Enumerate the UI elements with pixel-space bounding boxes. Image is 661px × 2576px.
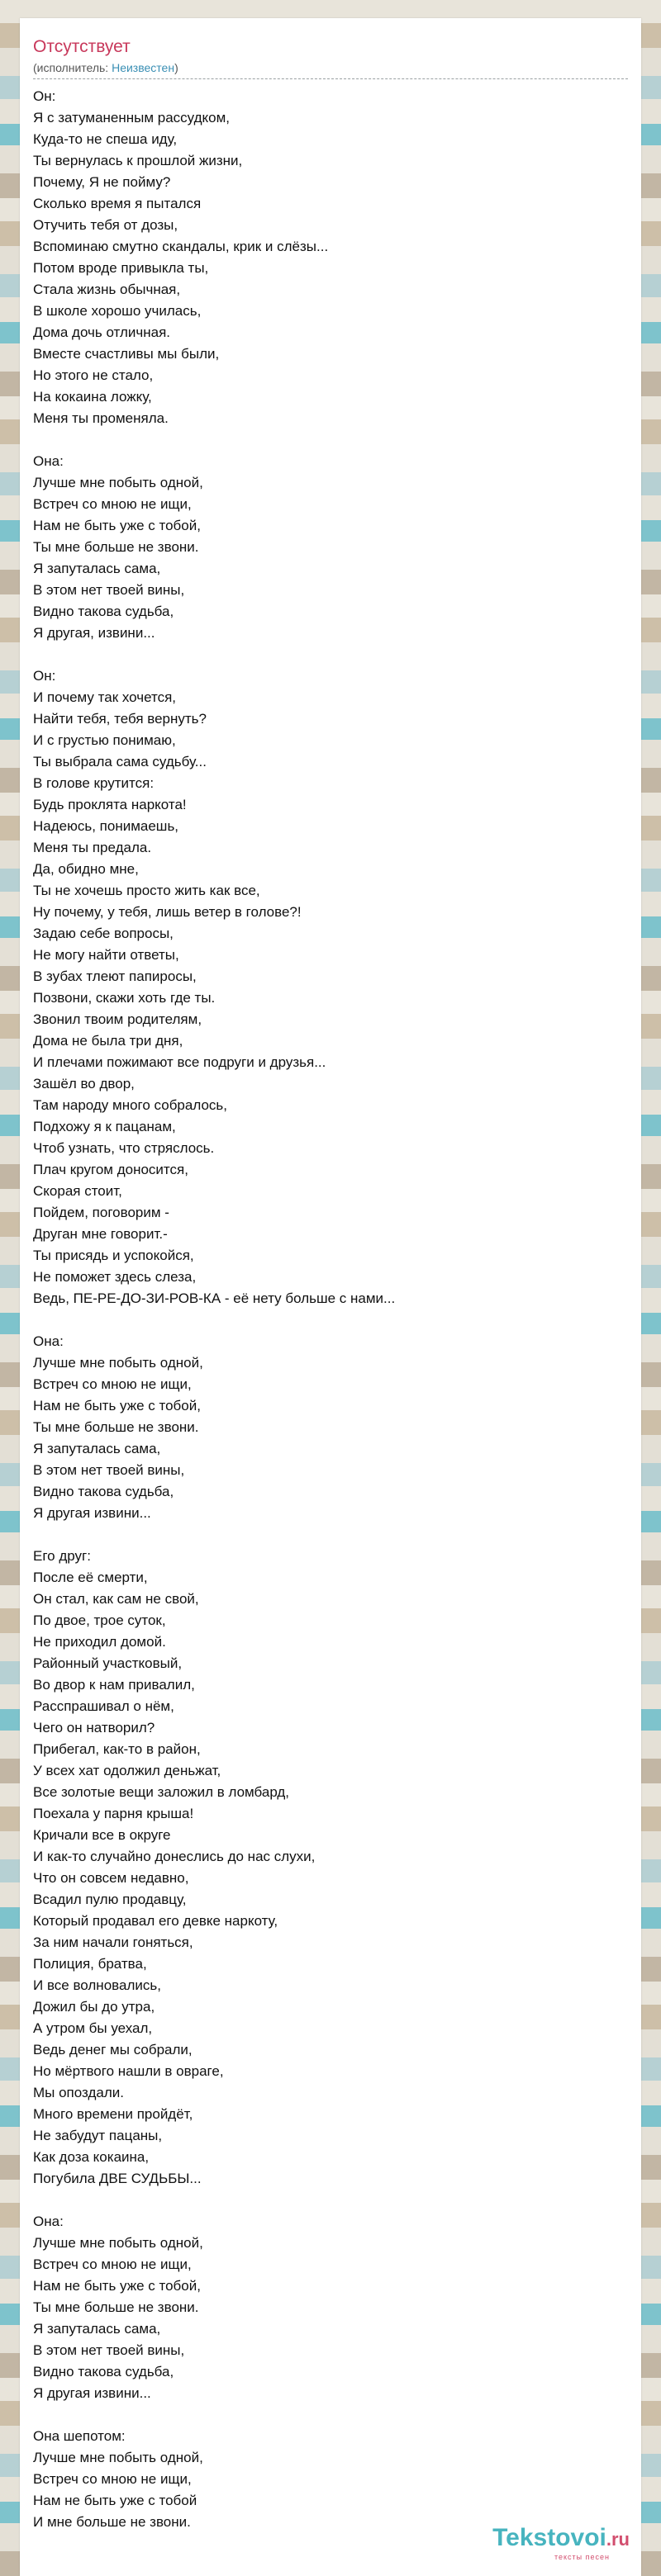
lyric-line: Видно такова судьба, (33, 2364, 174, 2379)
lyric-line: Сколько время я пытался (33, 196, 202, 211)
lyric-line: И все волновались, (33, 1977, 161, 1993)
lyric-line: А утром бы уехал, (33, 2020, 153, 2036)
lyric-line: Не могу найти ответы, (33, 947, 179, 963)
lyric-line: Почему, Я не пойму? (33, 174, 171, 190)
lyric-line: Видно такова судьба, (33, 604, 174, 619)
lyric-line: Задаю себе вопросы, (33, 926, 174, 941)
lyric-line: После её смерти, (33, 1570, 148, 1585)
lyric-line: У всех хат одолжил деньжат, (33, 1763, 221, 1778)
lyric-line: Много времени пройдёт, (33, 2106, 193, 2122)
lyric-line: Я запуталась сама, (33, 561, 161, 576)
lyric-line: Поехала у парня крыша! (33, 1806, 194, 1821)
lyric-line: Всадил пулю продавцу, (33, 1892, 187, 1907)
lyrics-text (33, 86, 628, 2533)
lyric-line: Дома не была три дня, (33, 1033, 183, 1049)
lyric-line: Лучше мне побыть одной, (33, 2450, 203, 2465)
lyric-line: Звонил твоим родителям, (33, 1011, 202, 1027)
lyric-line: Не приходил домой. (33, 1634, 166, 1650)
lyric-line: Она: (33, 453, 64, 469)
performer-suffix: ) (174, 61, 178, 74)
lyric-line: Что он совсем недавно, (33, 1870, 189, 1886)
site-logo[interactable] (492, 2525, 630, 2561)
lyric-line: Надеюсь, понимаешь, (33, 818, 179, 834)
lyric-line: Она: (33, 1333, 64, 1349)
lyric-line: Не поможет здесь слеза, (33, 1269, 197, 1285)
lyric-line: Который продавал его девке наркоту, (33, 1913, 278, 1929)
lyric-line: Потом вроде привыкла ты, (33, 260, 209, 276)
lyric-line: Друган мне говорит.- (33, 1226, 168, 1242)
lyric-line: Он: (33, 668, 56, 684)
lyric-line: Погубила ДВЕ СУДЬБЫ... (33, 2171, 202, 2186)
lyric-line: Ну почему, у тебя, лишь ветер в голове?! (33, 904, 302, 920)
lyric-line: Отучить тебя от дозы, (33, 217, 178, 233)
performer-line (33, 59, 628, 79)
performer-link[interactable]: Неизвестен (112, 61, 175, 74)
lyric-line: Видно такова судьба, (33, 1484, 174, 1499)
stanza-gap (33, 2404, 628, 2426)
lyric-line: Нам не быть уже с тобой, (33, 1398, 201, 1413)
lyric-line: Найти тебя, тебя вернуть? (33, 711, 207, 727)
lyric-line: Не забудут пацаны, (33, 2128, 163, 2143)
lyric-line: Расспрашивал о нём, (33, 1698, 174, 1714)
lyric-line: Нам не быть уже с тобой, (33, 518, 201, 533)
lyric-line: Ведь денег мы собрали, (33, 2042, 193, 2057)
lyric-line: Лучше мне побыть одной, (33, 2235, 203, 2251)
lyric-line: За ним начали гоняться, (33, 1934, 193, 1950)
lyric-line: Я другая, извини... (33, 625, 155, 641)
lyric-line: Он стал, как сам не свой, (33, 1591, 199, 1607)
lyric-line: В школе хорошо училась, (33, 303, 202, 319)
lyric-line: И плечами пожимают все подруги и друзья... (33, 1054, 326, 1070)
lyric-line: Районный участковый, (33, 1655, 183, 1671)
lyric-line: Зашёл во двор, (33, 1076, 135, 1091)
lyric-line: Я другая извини... (33, 2385, 151, 2401)
lyric-line: Встреч со мною не ищи, (33, 2471, 192, 2487)
lyric-line: Я запуталась сама, (33, 1441, 161, 1456)
lyric-line: Кричали все в округе (33, 1827, 171, 1843)
lyric-line: Я другая извини... (33, 1505, 151, 1521)
stanza-gap (33, 644, 628, 665)
lyric-line: Ты мне больше не звони. (33, 2299, 199, 2315)
lyric-line: Вспоминаю смутно скандалы, крик и слёзы... (33, 239, 329, 254)
lyric-line: Меня ты променяла. (33, 410, 169, 426)
lyric-line: В зубах тлеют папиросы, (33, 968, 197, 984)
lyric-line: Меня ты предала. (33, 840, 152, 855)
lyric-line: Прибегал, как-то в район, (33, 1741, 201, 1757)
lyric-line: Ты мне больше не звони. (33, 539, 199, 555)
logo-domain: .ru (606, 2529, 630, 2550)
lyric-line: Дожил бы до утра, (33, 1999, 155, 2015)
stanza-gap (33, 1524, 628, 1546)
lyric-line: Чтоб узнать, что стряслось. (33, 1140, 215, 1156)
lyric-line: Но мёртвого нашли в овраге, (33, 2063, 224, 2079)
lyric-line: Там народу много собралось, (33, 1097, 227, 1113)
lyric-line: Но этого не стало, (33, 367, 154, 383)
lyric-line: Вместе счастливы мы были, (33, 346, 220, 362)
lyric-line: Она: (33, 2214, 64, 2229)
lyric-line: Встреч со мною не ищи, (33, 1376, 192, 1392)
lyric-line: В этом нет твоей вины, (33, 582, 185, 598)
lyric-line: На кокаина ложку, (33, 389, 152, 405)
lyric-line: Куда-то не спеша иду, (33, 131, 178, 147)
lyric-line: Нам не быть уже с тобой (33, 2493, 197, 2508)
lyric-line: Ведь, ПЕ-РЕ-ДО-ЗИ-РОВ-КА - её нету больше с нами... (33, 1290, 396, 1306)
lyric-line: Ты мне больше не звони. (33, 1419, 199, 1435)
lyric-line: Будь проклята наркота! (33, 797, 187, 812)
lyric-line: Я с затуманенным рассудком, (33, 110, 231, 125)
lyrics-page (20, 18, 641, 2576)
lyric-line: Лучше мне побыть одной, (33, 475, 203, 490)
stanza-gap (33, 429, 628, 451)
lyric-line: Его друг: (33, 1548, 91, 1564)
logo-wordmark (492, 2525, 630, 2553)
lyric-line: И почему так хочется, (33, 689, 177, 705)
lyric-line: Полиция, братва, (33, 1956, 147, 1972)
lyric-line: Подхожу я к пацанам, (33, 1119, 176, 1134)
lyric-line: Встреч со мною не ищи, (33, 496, 192, 512)
lyric-line: Скорая стоит, (33, 1183, 122, 1199)
lyric-line: Как доза кокаина, (33, 2149, 150, 2165)
lyric-line: Нам не быть уже с тобой, (33, 2278, 201, 2294)
lyric-line: Ты вернулась к прошлой жизни, (33, 153, 243, 168)
logo-name: Tekstovoi (492, 2524, 606, 2551)
performer-prefix: (исполнитель: (33, 61, 112, 74)
lyric-line: Стала жизнь обычная, (33, 282, 181, 297)
lyric-line: Да, обидно мне, (33, 861, 139, 877)
lyric-line: И как-то случайно донеслись до нас слухи, (33, 1849, 316, 1864)
lyric-line: Все золотые вещи заложил в ломбард, (33, 1784, 290, 1800)
lyric-line: По двое, трое суток, (33, 1612, 166, 1628)
lyric-line: Чего он натворил? (33, 1720, 155, 1735)
lyric-line: Ты выбрала сама судьбу... (33, 754, 207, 769)
lyric-line: Ты присядь и успокойся, (33, 1248, 194, 1263)
stanza-gap (33, 1309, 628, 1331)
song-title: Отсутствует (33, 37, 131, 56)
lyric-line: Дома дочь отличная. (33, 324, 170, 340)
stanza-gap (33, 2190, 628, 2211)
lyric-line: Ты не хочешь просто жить как все, (33, 883, 260, 898)
lyric-line: Он: (33, 88, 56, 104)
lyric-line: Пойдем, поговорим - (33, 1205, 169, 1220)
lyric-line: Мы опоздали. (33, 2085, 124, 2100)
lyric-line: В голове крутится: (33, 775, 155, 791)
lyric-line: Я запуталась сама, (33, 2321, 161, 2337)
lyric-line: Встреч со мною не ищи, (33, 2256, 192, 2272)
song-header (33, 36, 628, 79)
lyric-line: В этом нет твоей вины, (33, 1462, 185, 1478)
lyric-line: И мне больше не звони. (33, 2514, 191, 2530)
lyric-line: Она шепотом: (33, 2428, 126, 2444)
logo-tagline: тексты песен (554, 2553, 610, 2561)
lyric-line: И с грустью понимаю, (33, 732, 176, 748)
lyric-line: Во двор к нам привалил, (33, 1677, 195, 1693)
lyric-line: Позвони, скажи хоть где ты. (33, 990, 216, 1006)
lyric-line: Плач кругом доносится, (33, 1162, 188, 1177)
lyric-line: В этом нет твоей вины, (33, 2342, 185, 2358)
lyric-line: Лучше мне побыть одной, (33, 1355, 203, 1371)
